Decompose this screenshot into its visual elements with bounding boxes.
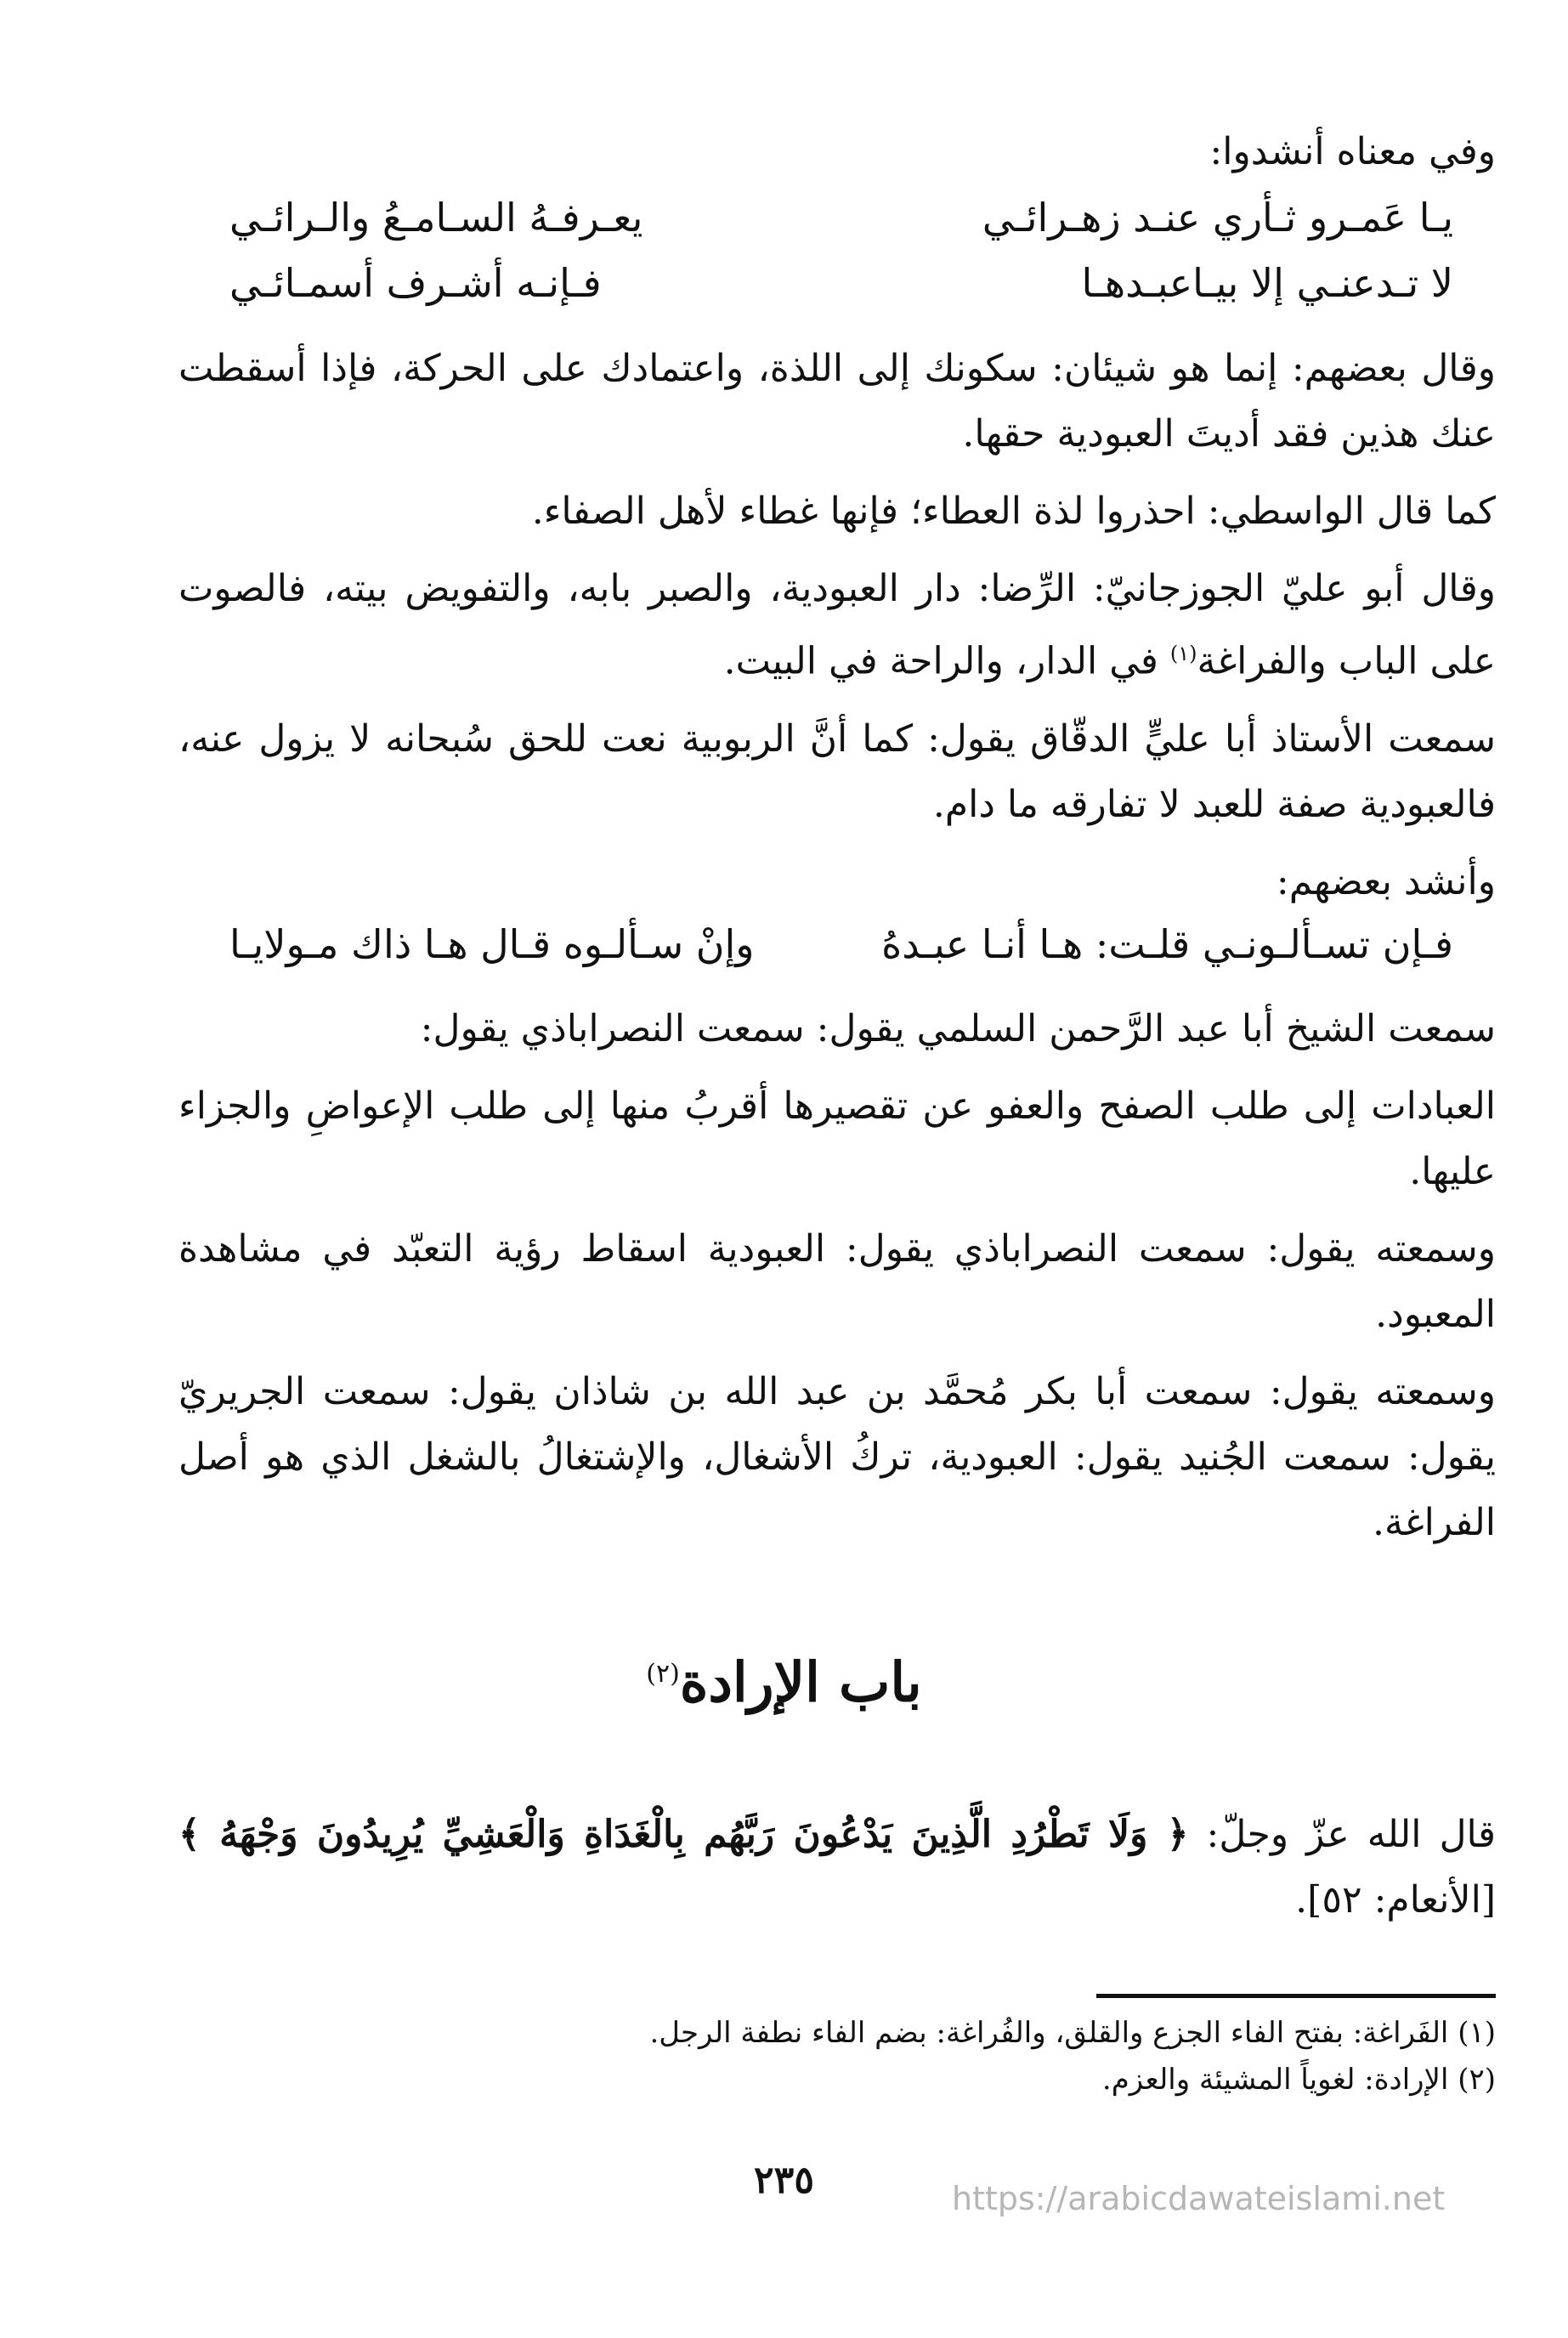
- heading-text: باب الإرادة: [679, 1650, 922, 1715]
- paragraph: وسمعته يقول: سمعت النصراباذي يقول: العبودية اسقاط رؤية التعبّد في مشاهدة المعبود.: [178, 1227, 1496, 1336]
- footnote-ref: (٢): [646, 1659, 680, 1689]
- paragraph-part: في الدار، والراحة في البيت.: [723, 639, 1158, 683]
- hemistich-first: لا تـدعنـي إلا بيـاعبـدهـا: [1081, 260, 1453, 306]
- quran-verse: ﴿ وَلَا تَطْرُدِ الَّذِينَ يَدْعُونَ رَبَّهُم بِالْغَدَاةِ وَالْعَشِيِّ يُرِيدُونَ وَجْهَهُ ﴾: [178, 1813, 1189, 1856]
- paragraph-part: وقال أبو عليّ الجوزجانيّ: الرِّضا: دار العبودية، والصبر بابه، والتفويض بيته، فالصوت على الباب والفراغة: [178, 567, 1496, 683]
- paragraph: سمعت الشيخ أبا عبد الرَّحمن السلمي يقول: سمعت النصراباذي يقول:: [420, 1007, 1496, 1050]
- paragraph: [178, 556, 1496, 694]
- footnote: (١) الفَراغة: بفتح الفاء الجزع والقلق، والفُراغة: بضم الفاء نطفة الرجل.: [649, 2016, 1496, 2050]
- paragraph: سمعت الأستاذ أبا عليٍّ الدقّاق يقول: كما أنَّ الربوبية نعت للحق سُبحانه لا يزول عنه، فالعبودية صفة للعبد لا تفارقه ما دام.: [178, 716, 1496, 826]
- footnotes: [510, 2010, 1496, 2103]
- page-number: ٢٣٥: [754, 2159, 814, 2202]
- paragraph-block-1: [178, 336, 1496, 914]
- hemistich-second: وإنْ سـألـوه قـال هـا ذاك مـولايـا: [229, 921, 755, 967]
- paragraph: العبادات إلى طلب الصفح والعفو عن تقصيرها أقربُ منها إلى طلب الإعواضِ والجزاء عليها.: [178, 1084, 1496, 1193]
- paragraph: وقال بعضهم: إنما هو شيئان: سكونك إلى اللذة، واعتمادك على الحركة، فإذا أسقطت عنك هذين فقد أديتَ العبودية حقها.: [178, 347, 1496, 456]
- hemistich-second: يعـرفـهُ السـامـعُ والـرائـي: [229, 195, 643, 241]
- paragraph-block-2: [178, 996, 1496, 1555]
- poem-verse-1: [229, 185, 1453, 251]
- paragraph: كما قال الواسطي: احذروا لذة العطاء؛ فإنها غطاء لأهل الصفاء.: [531, 490, 1496, 533]
- hemistich-first: فـإن تسـألـونـي قلـت: هـا أنـا عبـدهُ: [881, 921, 1453, 967]
- section-heading: [0, 1632, 1568, 1725]
- paragraph: وأنشد بعضهم:: [1276, 859, 1496, 903]
- footnote-ref: (١): [1169, 642, 1197, 665]
- quran-quote-block: [178, 1802, 1496, 1933]
- footnote: (٢) الإرادة: لغوياً المشيئة والعزم.: [1101, 2063, 1496, 2097]
- paragraph: [178, 1802, 1496, 1933]
- hemistich-first: يـا عَمـرو ثـأري عنـد زهـرائـي: [982, 195, 1453, 241]
- quote-intro: قال الله عزّ وجلّ:: [1206, 1813, 1496, 1856]
- poem-verse-3: [229, 912, 1453, 977]
- poem-verse-2: [229, 251, 1453, 316]
- watermark-url: https://arabicdawateislami.net: [952, 2180, 1446, 2217]
- paragraph: وفي معناه أنشدوا:: [1209, 130, 1496, 173]
- verse-reference: [الأنعام: ٥٢].: [1295, 1878, 1496, 1922]
- intro-line: [178, 119, 1496, 184]
- paragraph: وسمعته يقول: سمعت أبا بكر مُحمَّد بن عبد الله بن شاذان يقول: سمعت الجريريّ يقول: سمعت الجُنيد يقول: العبودية، تركُ الأشغال، والإشتغالُ بالشغل الذي هو أصل الفراغة.: [178, 1370, 1496, 1544]
- footnote-divider: [1096, 1994, 1496, 1998]
- hemistich-second: فـإنـه أشـرف أسمـائـي: [229, 260, 602, 306]
